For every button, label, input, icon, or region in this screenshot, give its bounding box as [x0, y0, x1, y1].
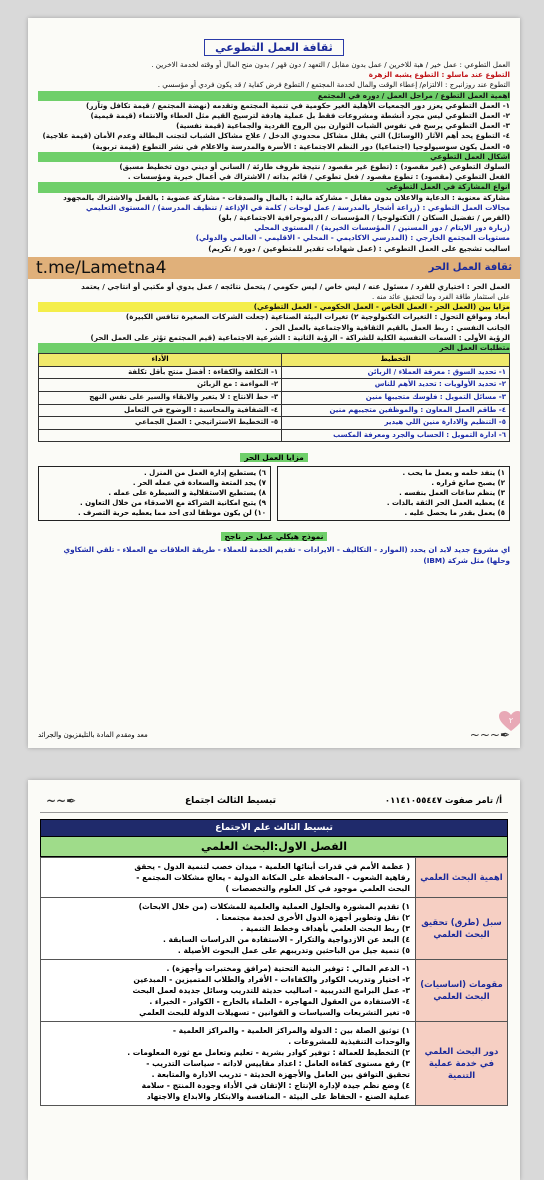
content-line: ١) تقديم المشورة والحلول العملية والعلمية للمشكلات (من خلال الابحاث)	[138, 902, 410, 911]
table-row	[41, 898, 508, 960]
research-table	[40, 857, 508, 1106]
text-line: أبعاد ومواقع التحول : التغيرات التكنولوجية ٢) تغيرات البيئة الصناعية (جعلت الشركات الصغيرة تنافس الكبيرة)	[125, 312, 510, 322]
text-line: العمل الحر : اختياري للفرد / مسئول عنه / ليس خاص / ليس حكومي / يتحمل نتائجه / عمل يدوي أو مكتبي أو انتاجي / يعتمد	[81, 281, 510, 291]
telegram-banner	[28, 257, 520, 279]
text-line: ٤- التطوع يحد أهم الآثار (الوسائل) التي يقلل مشاكل محدودي الدخل / علاج مشاكل الشباب لتجنب البطالة وعدم الأمان (قيمة علاجية)	[42, 131, 510, 141]
subject-title-bar: تبسيط الثالث علم الاجتماع	[40, 819, 508, 837]
volunteer-title-text: ثقافة العمل التطوعي	[204, 39, 344, 56]
model-lines	[38, 545, 510, 565]
list-item: ٥) يعمل بقدر ما يحصل عليه .	[404, 508, 505, 517]
text-line: التطوع عند روزانبرج : الالتزام/ إعطاء الوقت والمال لخدمة المجتمع / التطوع فرض كفاية / قد يكون فردي أو مؤسسي .	[157, 80, 510, 90]
text-line: مشاركة معنوية : الدعاية والاعلان بدون مقابل - مشاركة مالية : بالمال والصدقات - مشاركة عضوية : بالفعل والاشتراك بالمجهود	[63, 192, 510, 202]
content-line: رفاهية الشعوب - المحافظة على المكانة الدولية - يعالج مشكلات المجتمع -	[136, 873, 410, 882]
benefits-box-left	[38, 466, 271, 521]
list-item: ٧) يجد المتعة والسعادة في عمله الحر .	[132, 479, 266, 488]
volunteer-lines	[38, 60, 510, 254]
text-line: الجانب النفسي : ربط العمل بالقيم الثقافية والاجتماعية بالعمل الحر .	[265, 322, 510, 332]
benefits-box-right	[277, 466, 510, 521]
list-item: ٨) يستطيع الاستقلالية و السيطرة على عمله .	[108, 489, 266, 498]
table-row	[39, 379, 510, 392]
text-line: متطلبات العمل الحر	[38, 343, 510, 353]
footer-credit: معد ومقدم المادة بالتليفزيون والجرائد	[38, 731, 148, 739]
content-line: ٤) وضع نظم جيدة لإدارة الإنتاج : الإتقان في الأداء وجودة المنتج - سلامة	[141, 1081, 410, 1090]
section-title-volunteer	[38, 36, 510, 56]
list-item: ٣) ينظم ساعات العمل بنفسه .	[399, 489, 505, 498]
text-line: السلوك التطوعي (غير مقصود) : (تطوع غير مقصود / نتيجة ظروف طارئة / الساني أو ديني دون تخطيط مسبق)	[119, 162, 510, 172]
table-row	[41, 1022, 508, 1106]
text-line: اساليب تشجيع على العمل التطوعي : (عمل شهادات تقدير للمتطوعين / دورة / تكريم)	[208, 243, 510, 253]
text-line: ٢- العمل التطوعي ليس مجرد أنشطة ومشروعات فقط بل عملية هادفة لترسيخ القيم مثل العطاء والانتماء (قيمة قيمية)	[90, 111, 510, 121]
table-row	[39, 404, 510, 417]
row-content	[41, 960, 416, 1022]
table-header-planning: التخطيط	[282, 354, 510, 367]
content-line: البحث العلمي موجود في كل العلوم والتخصصات )	[225, 884, 410, 893]
document-page-2	[28, 780, 520, 1180]
table-row	[41, 858, 508, 898]
row-label: اهمية البحث العلمي	[416, 858, 508, 898]
chapter-title-bar: الفصل الاول:البحث العلمي	[40, 837, 508, 857]
list-item: ٩) يتيح امكانية الشراكة مع الأصدقاء من خلال التعاون .	[79, 498, 266, 507]
planning-cell: ١- تحديد السوق : معرفة العملاء / الزبائن	[282, 366, 510, 379]
pen-decoration-icon: ✒~~	[46, 794, 77, 808]
performance-cell: ٤- الشفافية والمحاسبة : الوضوح في التعامل	[39, 404, 282, 417]
performance-cell	[39, 429, 282, 442]
benefits-title	[38, 445, 510, 464]
row-content	[41, 898, 416, 960]
text-line: ٥- العمل يكون سوسيولوجيا (اجتماعيا) دور النظم الاجتماعية : الأسرة والمدرسة والاعلام في نشر التطوع (قيمة تربوية)	[92, 141, 510, 151]
planning-cell: ٢- تحديد الأولويات : تحديد الأهم للناس	[282, 379, 510, 392]
content-line: عملية الصنع - الحفاظ على البيئة - المنافسة والابتكار والابداع والاجتهاد	[146, 1092, 410, 1101]
content-line: ٣) رفع مستوى كفاءة العامل : اعداد مقاييس لاداته - سياسات التدريب -	[146, 1059, 410, 1068]
content-line: تحقيق التوافق بين العامل والأجهزة الحديثة - تدريب الادارة والمتابعة .	[151, 1070, 410, 1079]
text-line: على استثمار طاقة الفرد وما لتحقيق عائد منه .	[371, 292, 510, 302]
page2-header	[40, 790, 508, 813]
table-row	[41, 960, 508, 1022]
planning-cell: ٤- طاقم العمل المعاون : والموظفين متجيبهم منين	[282, 404, 510, 417]
table-row	[39, 429, 510, 442]
text-line: اشكال العمل التطوعي	[38, 152, 510, 162]
page1-footer	[38, 728, 510, 742]
page-number: ٢	[508, 716, 514, 725]
text-line: اي مشروع جديد لابد ان يحدد (الموارد - التكاليف - الايرادات - تقديم الخدمة للعملاء - طريقة العلاقات مع العملاء - تلقي الشكاوي	[63, 545, 510, 555]
performance-cell: ٢- المواءمة : مع الزبائن	[39, 379, 282, 392]
row-label: مقومات (اساسيات) البحث العلمي	[416, 960, 508, 1022]
content-line: ( عظمة الأمم في قدرات أبنائها العلمية - ميدان خصب لتنمية الدول - يحقق	[134, 862, 410, 871]
planning-cell: ٣- مسائل التمويل : فلوسك متجيبها منين	[282, 392, 510, 405]
content-line: ٤) البعد عن الازدواجية والتكرار - الاستفادة من الدراسات السابقة .	[162, 935, 410, 944]
content-line: ٢- اختيار وتدريب الكوادر والكفاءات - الأفراد والطلاب المتميزين - المبدعين	[133, 975, 410, 984]
row-label: دور البحث العلمي في خدمة عملية التنمية	[416, 1022, 508, 1106]
content-line: ١- الدعم المالي : توفير البنية التحتية (مرافق ومختبرات وأجهزة) .	[166, 964, 410, 973]
text-line: مجالات العمل التطوعي : (زراعة أشجار بالمدرسة / عمل لوحات / كلمة في الإذاعة / تنظيف المدرسة) / المستوى التعليمي	[85, 202, 510, 212]
free-work-title: ثقافة العمل الحر	[428, 262, 512, 274]
planning-cell: ٥- التنظيم والادارة منين اللي هيدير	[282, 417, 510, 430]
header-title: تبسيط الثالث اجتماع	[185, 796, 277, 806]
list-item: ٤) يعطيه العمل الحر الثقة بالذات .	[386, 498, 505, 507]
table-row	[39, 417, 510, 430]
content-line: ٤- الاستفادة من العقول المهاجرة - العلماء بالخارج - الكوادر - الخبراء .	[149, 997, 410, 1006]
row-label: سبل (طرق) تحقيق البحث العلمي	[416, 898, 508, 960]
text-line: الفعل التطوعي (مقصود) : تطوع مقصود / فعل تطوعي / قائم بذاته / الاشتراك في أعمال خيرية ومؤسسات .	[127, 172, 510, 182]
document-page-1	[28, 18, 520, 748]
list-item: ٢) يصبح صانع قراره .	[431, 479, 505, 488]
text-line: ١- العمل التطوعي يعزز دور الجمعيات الأهلية الغير حكومية في تنمية المجتمع وتقدمه (نهضة المجتمع / قيمة تكافل وتآزر)	[85, 100, 510, 110]
text-line: (زيارة دور الايتام / دور المسنين / المؤسسات الخيرية) / المستوى المحلي	[254, 223, 510, 233]
content-line: ٣- عمل البرامج التدريبية - اساليب حديثة للتدريب وسائل جديدة لعمل البحث	[132, 986, 410, 995]
text-line: مزايا بين (العمل الحر - العمل الخاص - العمل الحكومي - العمل التطوعي)	[38, 302, 510, 312]
performance-cell: ١- التكلفة والكفاءة : أفضل منتج بأقل تكلفة	[39, 366, 282, 379]
text-line: مستويات المجتمع الخارجي : (المدرسي الاكاديمي - المحلي - الاقليمي - العالمي والدولي)	[195, 233, 510, 243]
content-line: ٣) ربط البحث العلمي بأهداف وخطط التنمية .	[240, 924, 410, 933]
model-title	[38, 524, 510, 543]
benefits-title-text: مزايا العمل الحر	[240, 453, 308, 462]
table-row	[39, 392, 510, 405]
text-line: العمل التطوعي : عمل خير / هبة للاخرين / عمل بدون مقابل / التعهد / دون قهر / بدون منح المال أو وقته لخدمة الاخرين .	[151, 60, 510, 69]
content-line: ٥- تغير التشريعات والسياسات و القوانين - تسهيلات الدولة للبحث العلمي	[139, 1008, 410, 1017]
planning-cell: ٦- ادارة التمويل : الحساب والجرد ومعرفة المكسب	[282, 429, 510, 442]
text-line: اهمية العمل التطوع / مراحل العمل / دوره في المجتمع	[38, 91, 510, 101]
content-line: ٢) التخطيط للعمالة : توفير كوادر بشرية - تعليم وتعامل مع ثورة المعلومات .	[127, 1048, 410, 1057]
telegram-handle[interactable]: t.me/Lametna4	[36, 257, 167, 278]
free-work-lines	[38, 282, 510, 353]
list-item: ١٠) لن يكون موظفا لدى أحد مما يعطيه حرية التصرف .	[77, 508, 266, 517]
text-line: الرؤية الأولى : السمات النفسية الكلية للشراكة - الرؤية الثانية : الشرعية الاجتماعية (قيم المجتمع تؤثر على العمل الحر)	[90, 332, 510, 342]
text-line: ٣- العمل التطوعي يرسخ في نفوس الشباب التوازن بين الروح الفردية والجماعية (قيمة نفسية)	[176, 121, 510, 131]
model-title-text: نموذج هيكلي عمل حر ناجح	[221, 532, 328, 541]
table-header-performance: الأداء	[39, 354, 282, 367]
content-line: ٥) تنمية جيل من الباحثين وتدريبهم على عمل البحوث الأصيلة .	[177, 946, 410, 955]
text-line: وحلها) مثل شركة (IBM)	[423, 555, 510, 565]
list-item: ٦) يستطيع إدارة العمل من المنزل .	[144, 469, 266, 478]
content-line: ١) توثيق الصلة بين : الدولة والمراكز العلمية - والمراكز العلمية -	[172, 1026, 410, 1035]
row-content	[41, 858, 416, 898]
performance-cell: ٥- التخطيط الاستراتيجي : العمل الجماعي	[39, 417, 282, 430]
teacher-credit: أ/ تامر صفوت ٠١١٤١٠٥٥٤٤٧	[384, 796, 502, 806]
requirements-table	[38, 353, 510, 442]
benefits-boxes	[38, 466, 510, 521]
text-line: (الفرص / تفضيل السكان / التكنولوجيا / المؤسسات / الديموجرافية الاجتماعية / بلو)	[218, 213, 510, 223]
table-row	[39, 366, 510, 379]
performance-cell: ٣- خط الانتاج : لا يتغير والابقاء والسير على نفس النهج	[39, 392, 282, 405]
row-content	[41, 1022, 416, 1106]
list-item: ١) ينفذ حلمه و يعمل ما يحب .	[402, 469, 505, 478]
text-line: التطوع عند ماسلو : التطوع يشبه الزهرة	[368, 70, 510, 80]
text-line: انواع المشاركة في العمل التطوعي	[38, 182, 510, 192]
content-line: والوحدات التنفيذية للمشروعات .	[288, 1037, 410, 1046]
pen-decoration-icon: ✒~~~	[469, 728, 510, 742]
content-line: ٢) نقل وتطوير أجهزة الدول الأخرى لخدمة مجتمعنا .	[215, 913, 410, 922]
